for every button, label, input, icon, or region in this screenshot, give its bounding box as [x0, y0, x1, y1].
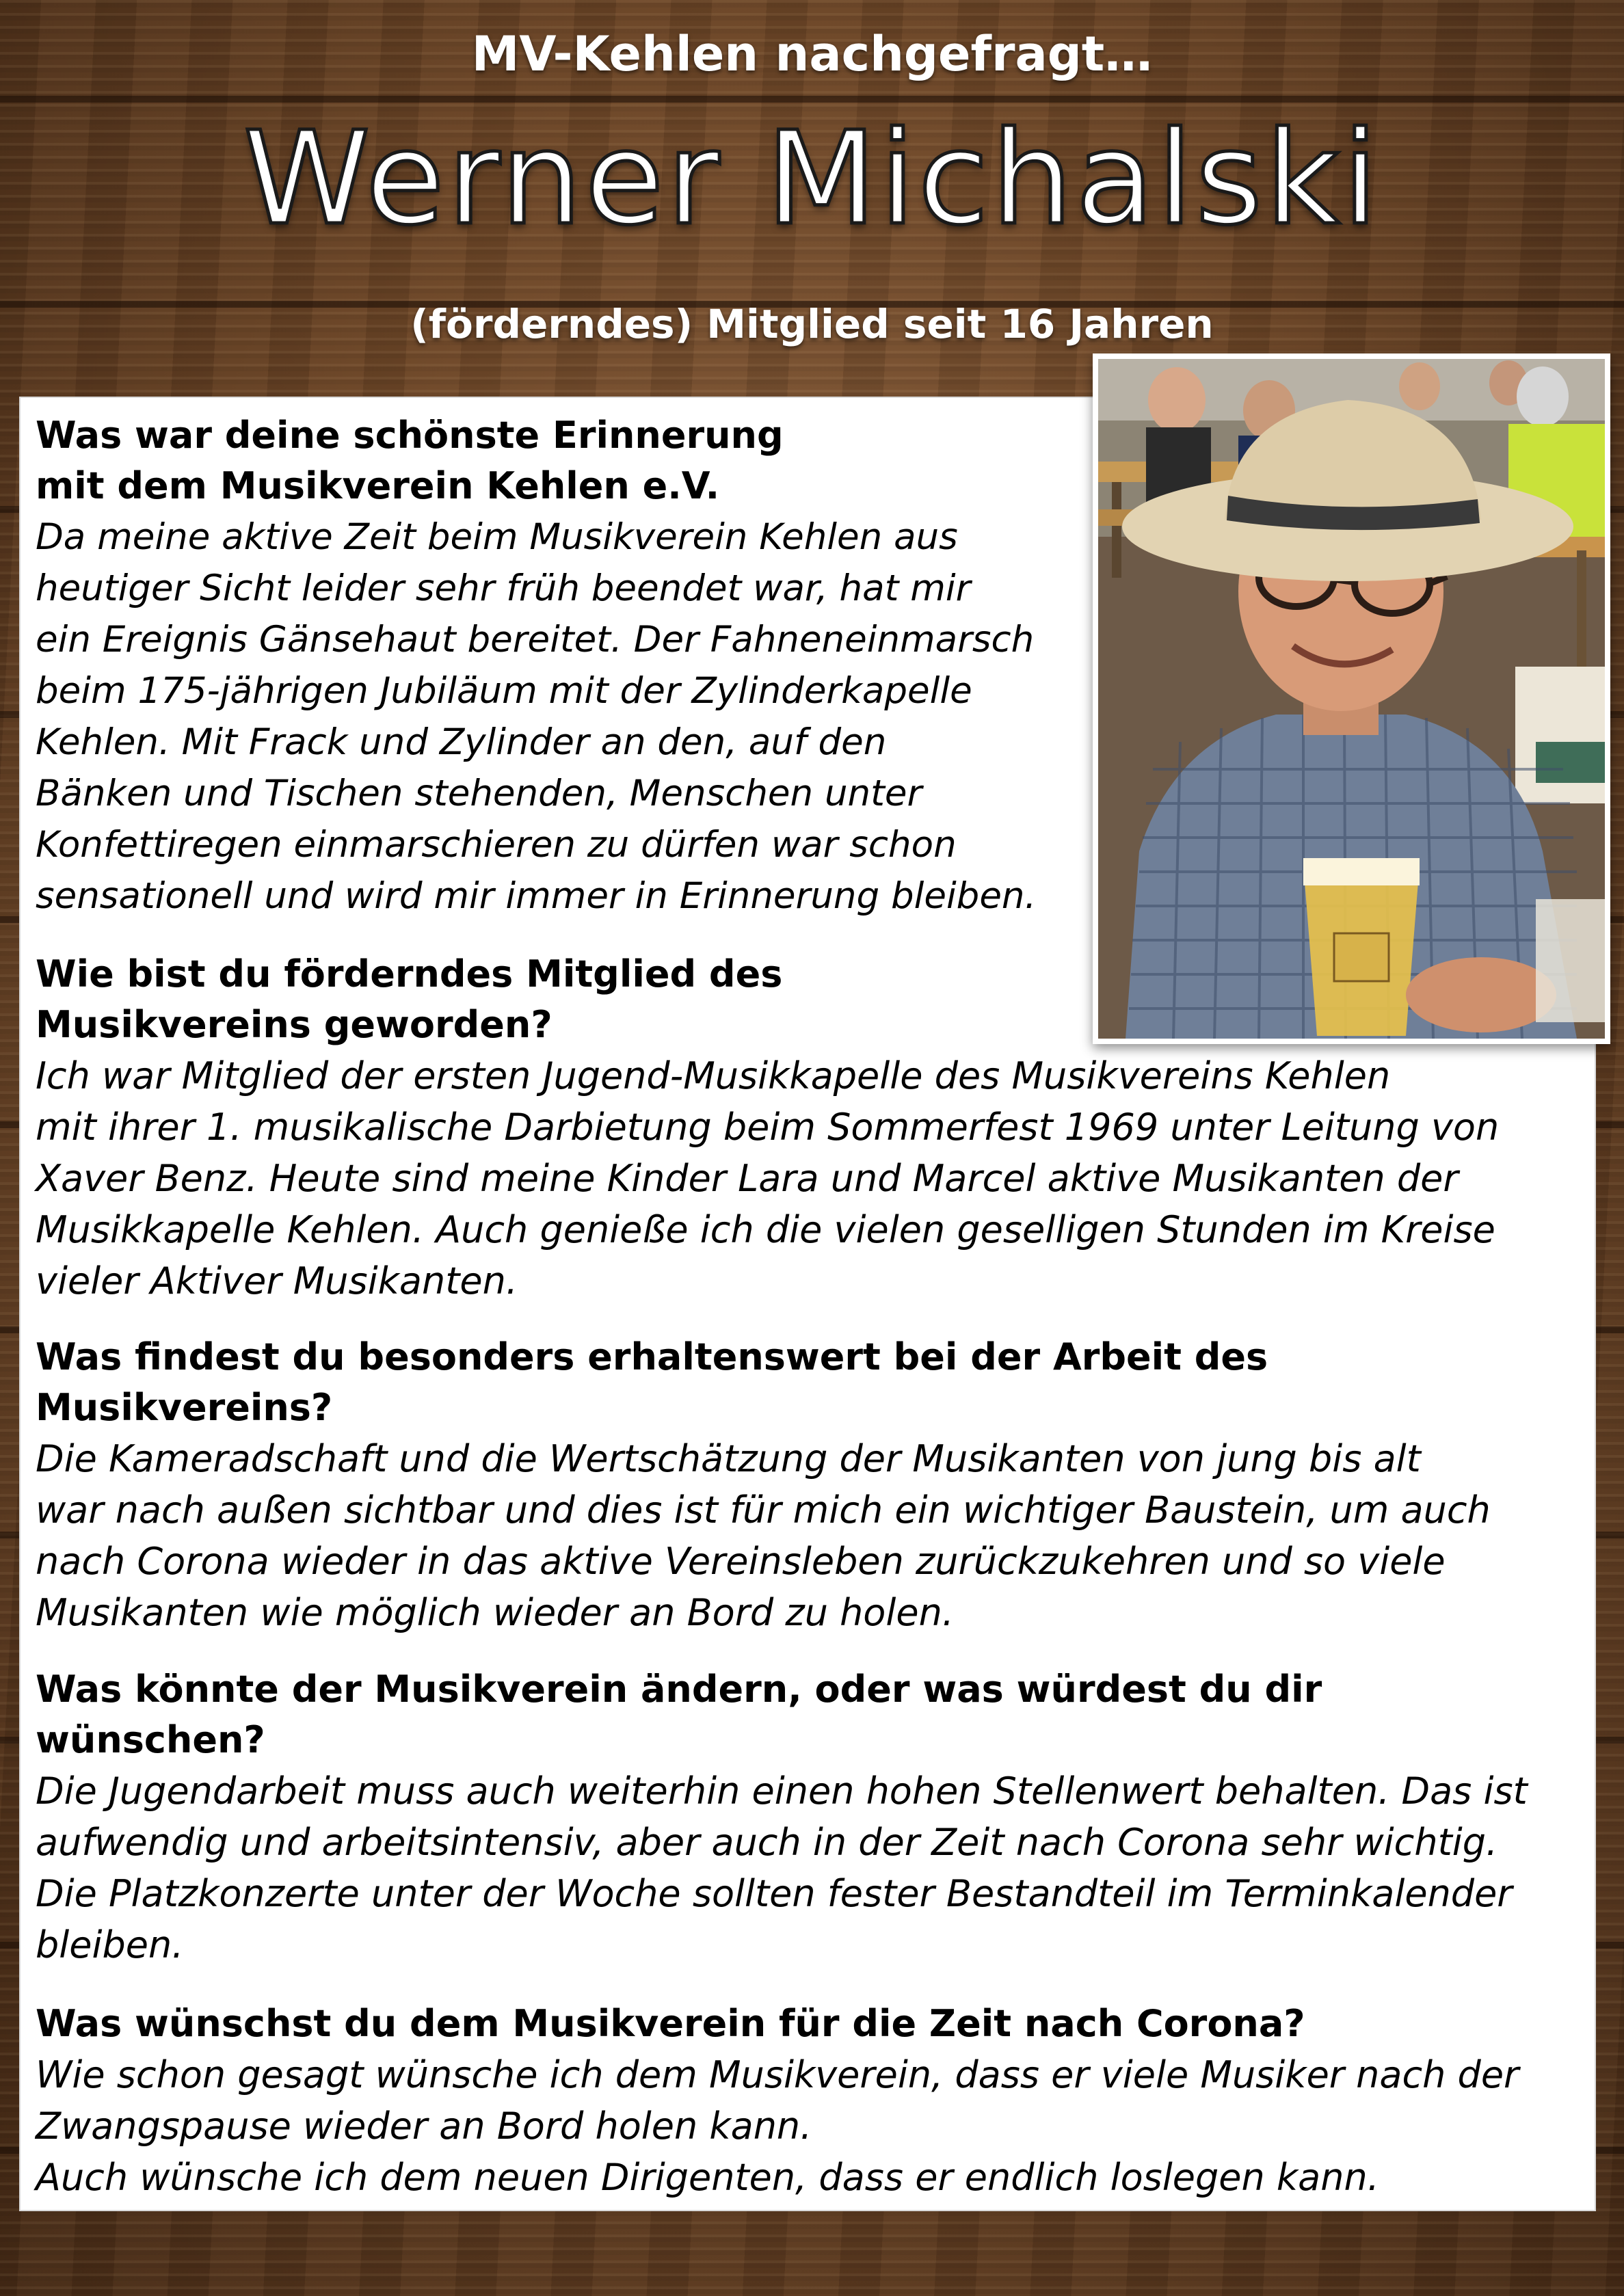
question-3: Was findest du besonders erhaltenswert bei der Arbeit des Musikvereins? [36, 1335, 1268, 1429]
answer-1: Da meine aktive Zeit beim Musikverein Kehlen aus heutiger Sicht leider sehr früh beendet war, hat mir ein Ereignis Gänsehaut bereitet. Der Fahneneinmarsch beim 175-jährigen Jubiläum mit der Zylinderkapelle Kehlen. Mit Frack und Zylinder an den, auf den Bänken und Tischen stehenden, Menschen unter Konfettiregen einmarschieren zu dürfen war schon sensationell und wird mir immer in Erinnerung bleiben. [36, 516, 1037, 917]
answer-5: Wie schon gesagt wünsche ich dem Musikverein, dass er viele Musiker nach der Zwangspause wieder an Bord holen kann. Auch wünsche ich dem neuen Dirigenten, dass er endlich loslegen kann. [36, 2053, 1519, 2199]
membership-subtitle: (förderndes) Mitglied seit 16 Jahren [410, 301, 1214, 347]
question-2: Wie bist du förderndes Mitglied des Musikvereins geworden? [36, 952, 783, 1046]
qa-block-4 [36, 1664, 1581, 1971]
page-kicker: MV-Kehlen nachgefragt… [471, 26, 1153, 82]
question-1: Was war deine schönste Erinnerung mit dem Musikverein Kehlen e.V. [36, 414, 784, 507]
question-5: Was wünschst du dem Musikverein für die Zeit nach Corona? [36, 2002, 1305, 2045]
answer-4: Die Jugendarbeit muss auch weiterhin einen hohen Stellenwert behalten. Das ist aufwendig und arbeitsintensiv, aber auch in der Zeit nach Corona sehr wichtig. Die Platzkonzerte unter der Woche sollten fester Bestandteil im Terminkalender bleiben. [36, 1770, 1528, 1966]
qa-block-1 [36, 410, 1089, 922]
question-4: Was könnte der Musikverein ändern, oder was würdest du dir wünschen? [36, 1668, 1322, 1761]
answer-2: Ich war Mitglied der ersten Jugend-Musikkapelle des Musikvereins Kehlen mit ihrer 1. musikalische Darbietung beim Sommerfest 1969 unter Leitung von Xaver Benz. Heute sind meine Kinder Lara und Marcel aktive Musikanten der Musikkapelle Kehlen. Auch genieße ich die vielen geselligen Stunden im Kreise vieler Aktiver Musikanten. [36, 1054, 1500, 1303]
portrait-photo [1093, 353, 1610, 1044]
answer-3: Die Kameradschaft und die Wertschätzung der Musikanten von jung bis alt war nach außen sichtbar und dies ist für mich ein wichtiger Baustein, um auch nach Corona wieder in das aktive Vereinsleben zurückzukehren und so viele Musikanten wie möglich wieder an Bord zu holen. [36, 1437, 1491, 1634]
portrait-illustration [1098, 359, 1605, 1039]
qa-block-3 [36, 1332, 1581, 1638]
page-title: Werner Michalski [243, 104, 1381, 254]
qa-block-5 [36, 1999, 1581, 2203]
